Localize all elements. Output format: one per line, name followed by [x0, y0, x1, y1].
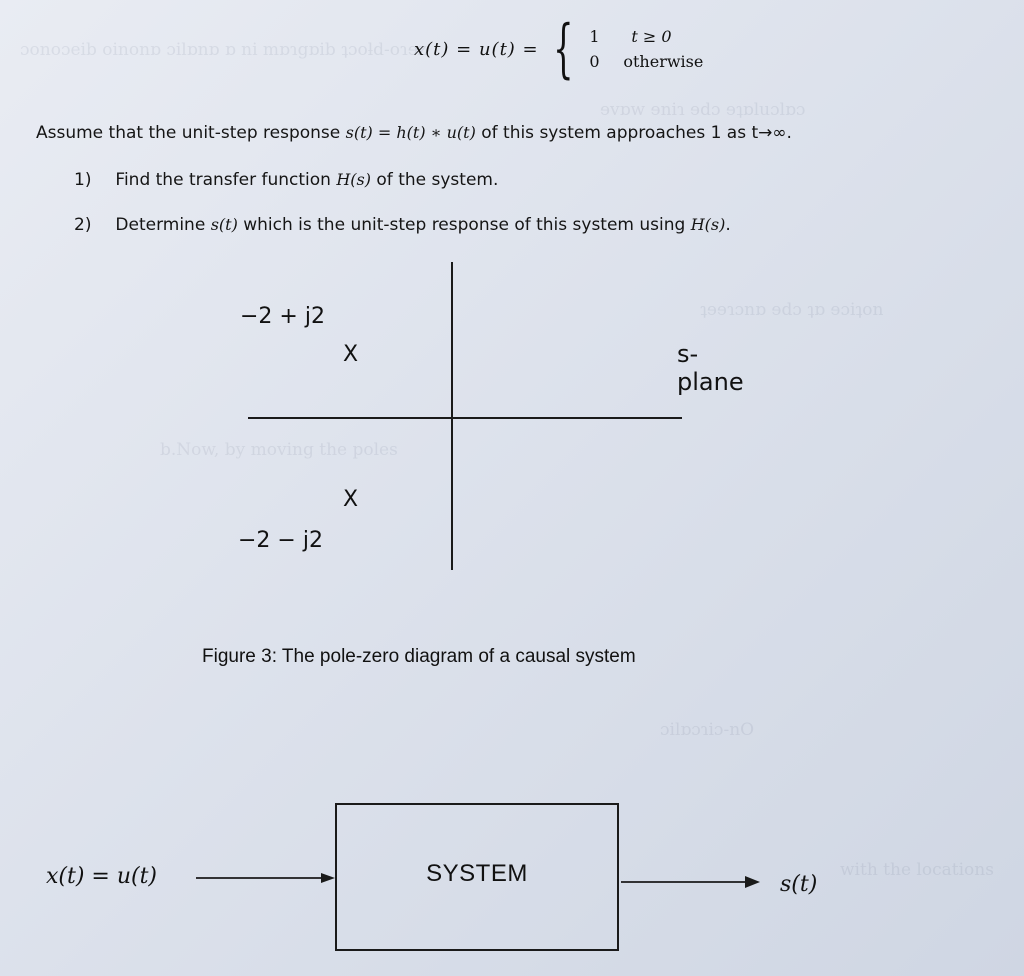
show-through-text: ʇɘɘɿɔnɒ ɘdɔ ʇɒ ɘɔiʇon — [700, 300, 884, 320]
question-math: H(s) — [336, 170, 371, 189]
output-label: s(t) — [780, 872, 818, 897]
show-through-text: ɔilɒɔɿiɔ-nO — [660, 720, 755, 740]
question-text-end: . — [725, 215, 731, 235]
question-math: s(t) — [210, 215, 238, 234]
upper-pole-marker: X — [343, 342, 359, 367]
show-through-text: ɔonoɔeib oinonɒ ɔilɒnɒ ɒ ni mɒɿgɒib ʇɔoƚd-oɿɘz — [20, 40, 427, 60]
input-label: x(t) = u(t) — [46, 864, 158, 889]
cases-brace: { — [552, 12, 574, 86]
lower-pole-label: −2 − j2 — [238, 528, 323, 553]
question-math-2: H(s) — [690, 215, 726, 234]
case-value-1: 1 — [589, 27, 600, 46]
system-label: SYSTEM — [426, 860, 528, 887]
question-text-end: of the system. — [376, 170, 499, 190]
question-text: Find the transfer function — [115, 170, 331, 190]
question-number: 2) — [74, 215, 92, 235]
case-value-2: 0 — [589, 52, 600, 71]
s-plane-label: s-plane — [677, 340, 744, 396]
figure-caption: Figure 3: The pole-zero diagram of a causal system — [202, 646, 636, 667]
case-condition-2: otherwise — [623, 52, 704, 71]
show-through-text: b.Now, by moving the poles — [160, 440, 398, 460]
upper-pole-label: −2 + j2 — [240, 304, 325, 329]
intro-math: s(t) = h(t) ∗ u(t) — [345, 123, 476, 142]
show-through-text: ɘvɒw ɘniɿ ɘdɔ ɘʇɒluɔlɒɔ — [600, 100, 806, 120]
intro-text: Assume that the unit-step response — [36, 123, 341, 143]
intro-text-end: of this system approaches 1 as t→∞. — [481, 123, 792, 143]
question-number: 1) — [74, 170, 92, 190]
lower-pole-marker: X — [343, 487, 359, 512]
output-arrow — [621, 876, 760, 888]
show-through-text: with the locations — [840, 860, 994, 880]
question-text: Determine — [115, 215, 206, 235]
equation-lhs: x(t) = u(t) = — [414, 38, 539, 60]
case-condition-1: t ≥ 0 — [631, 27, 672, 46]
question-text-middle: which is the unit-step response of this system using — [243, 215, 686, 235]
input-arrow — [196, 873, 335, 883]
